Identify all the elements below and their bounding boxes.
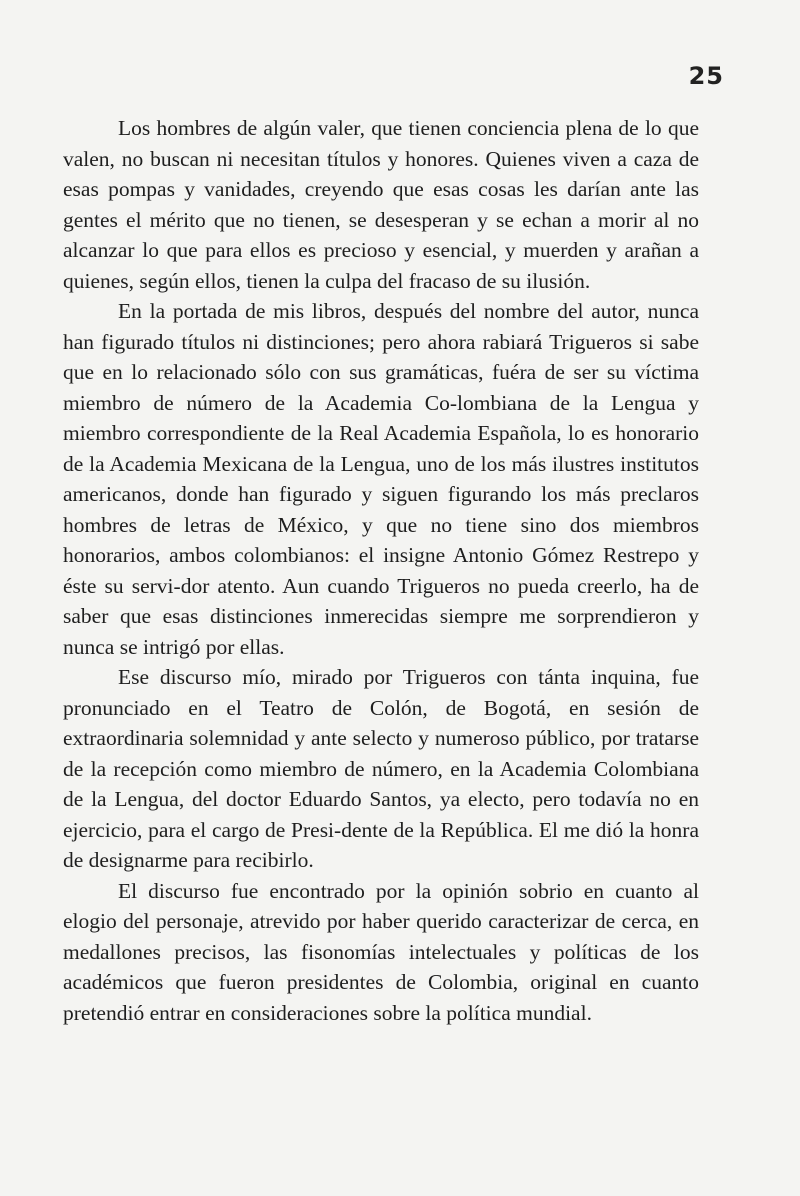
page-number: 25 (688, 62, 724, 90)
paragraph-3: Ese discurso mío, mirado por Trigueros con tánta inquina, fue pronunciado en el Teatro de Colón, de Bogotá, en sesión de extraordinaria solemnidad y ante selecto y numeroso público, por tratarse de la recepción como miembro de número, en la Academia Colombiana de la Lengua, del doctor Eduardo Santos, ya electo, pero todavía no en ejercicio, para el cargo de Presi-dente de la República. El me dió la honra de designarme para recibirlo. (63, 665, 699, 872)
paragraph-2: En la portada de mis libros, después del nombre del autor, nunca han figurado títulos ni distinciones; pero ahora rabiará Trigueros si sabe que en lo relacionado sólo con sus gramáticas, fuéra de ser su víctima miembro de número de la Academia Co-lombiana de la Lengua y miembro correspondiente de la Real Academia Española, lo es honorario de la Academia Mexicana de la Lengua, uno de los más ilustres institutos americanos, donde han figurado y siguen figurando los más preclaros hombres de letras de México, y que no tiene sino dos miembros honorarios, ambos colombianos: el insigne Antonio Gómez Restrepo y éste su servi-dor atento. Aun cuando Trigueros no pueda creerlo, ha de saber que esas distinciones inmerecidas siempre me sorprendieron y nunca se intrigó por ellas. (63, 299, 699, 659)
paragraph-1: Los hombres de algún valer, que tienen conciencia plena de lo que valen, no buscan ni necesitan títulos y honores. Quienes viven a caza de esas pompas y vanidades, creyendo que esas cosas les darían ante las gentes el mérito que no tienen, se desesperan y se echan a morir al no alcanzar lo que para ellos es precioso y esencial, y muerden y arañan a quienes, según ellos, tienen la culpa del fracaso de su ilusión. (63, 116, 699, 293)
paragraph-4: El discurso fue encontrado por la opinión sobrio en cuanto al elogio del personaje, atrevido por haber querido caracterizar de cerca, en medallones precisos, las fisonomías intelectuales y políticas de los académicos que fueron presidentes de Colombia, original en cuanto pretendió entrar en consideraciones sobre la política mundial. (63, 878, 699, 1025)
body-text (63, 113, 699, 1028)
